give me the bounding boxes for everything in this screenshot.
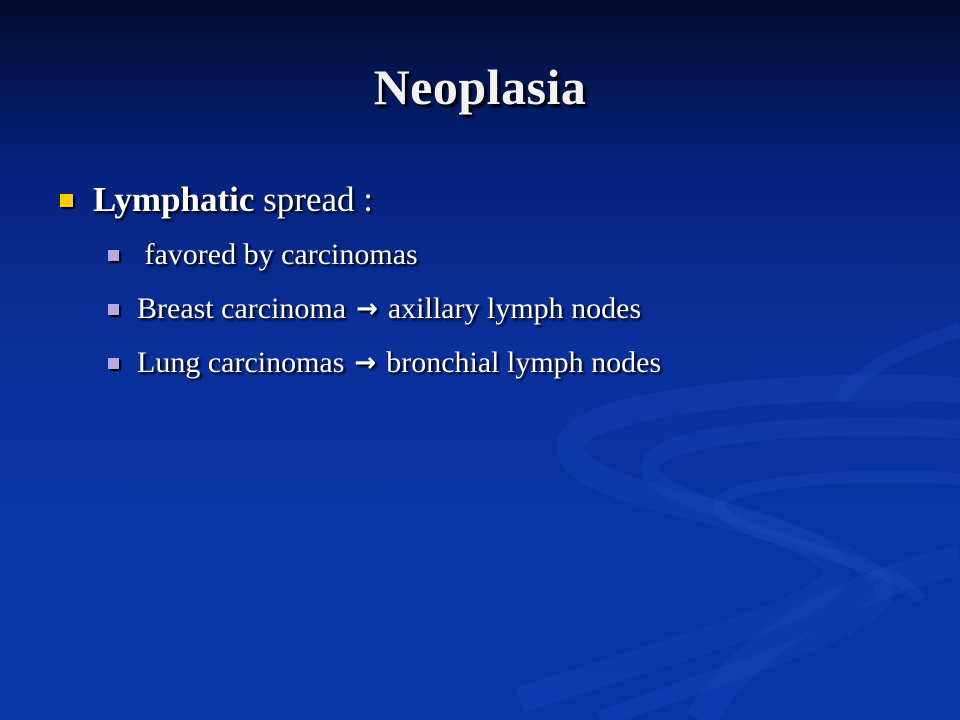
sub-bullet-text-after: bronchial lymph nodes xyxy=(386,346,662,379)
right-arrow-icon: → xyxy=(354,348,377,378)
sub-bullet-text-before: Breast carcinoma xyxy=(137,292,347,325)
bullet-bold-text: Lymphatic xyxy=(93,180,255,219)
bullet-lymphatic-spread xyxy=(60,176,940,224)
square-bullet-icon xyxy=(108,250,119,261)
sub-bullet-text-before: Lung carcinomas xyxy=(137,346,345,379)
square-bullet-icon xyxy=(108,304,119,315)
sub-bullet-text: favored by carcinomas xyxy=(137,238,418,271)
sub-bullet-text-after: axillary lymph nodes xyxy=(387,292,642,325)
square-bullet-icon xyxy=(108,358,119,369)
sub-bullet-breast-carcinoma xyxy=(108,289,940,329)
sub-bullet-favored-by-carcinomas xyxy=(108,235,940,275)
right-arrow-icon: → xyxy=(356,294,378,324)
slide-body xyxy=(60,176,940,383)
slide-title: Neoplasia xyxy=(373,59,587,115)
bullet-rest-text: spread : xyxy=(254,180,373,219)
sub-bullet-lung-carcinomas xyxy=(108,343,940,383)
square-bullet-icon xyxy=(60,194,73,207)
